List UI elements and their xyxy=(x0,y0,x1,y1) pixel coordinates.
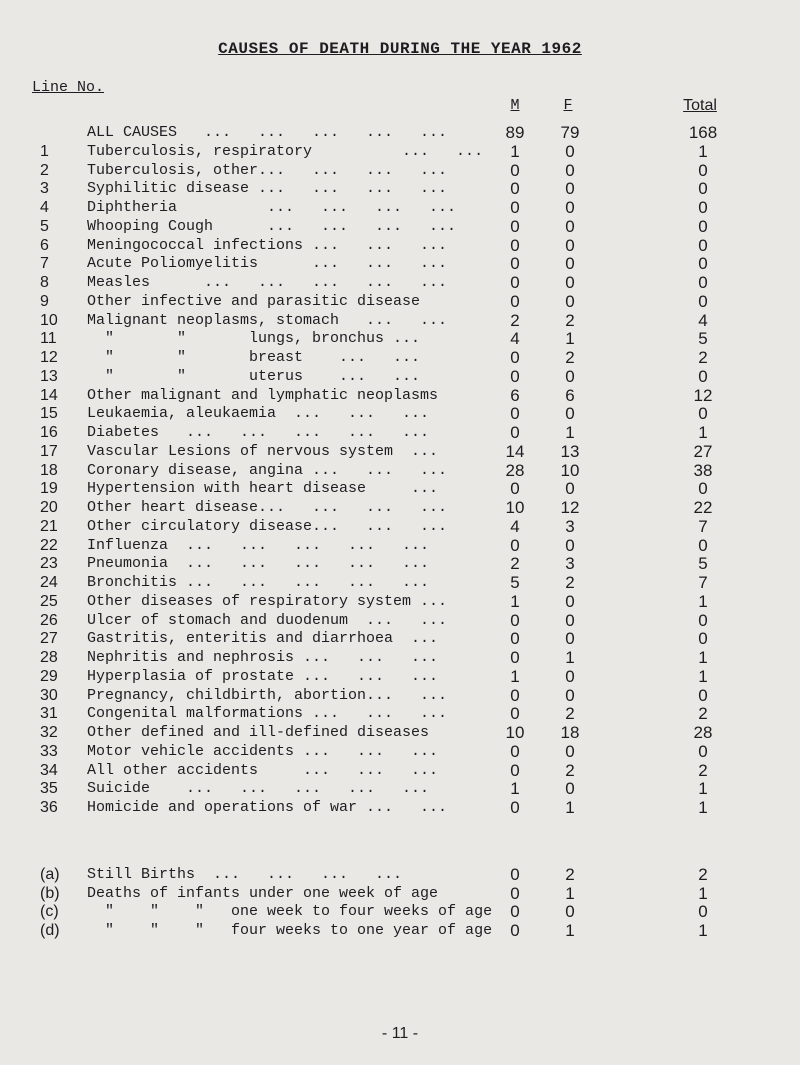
male-count: 0 xyxy=(510,404,520,424)
line-number: 18 xyxy=(40,461,58,479)
line-number: 28 xyxy=(40,649,58,666)
total-count: 38 xyxy=(693,460,713,480)
table-row xyxy=(0,517,800,536)
line-number: 23 xyxy=(40,555,58,573)
line-number: 3 xyxy=(40,180,49,198)
cause-label: Other heart disease... ... ... ... xyxy=(87,499,448,516)
line-number-header: Line No. xyxy=(32,79,105,96)
line-number: 17 xyxy=(40,442,58,460)
table-row xyxy=(0,217,800,236)
table-row xyxy=(0,798,800,817)
male-count: 14 xyxy=(505,441,525,461)
male-count: 0 xyxy=(510,423,520,442)
total-count: 2 xyxy=(698,704,708,724)
table-row xyxy=(0,479,800,498)
cause-label: Diphtheria ... ... ... ... xyxy=(87,199,457,216)
table-row xyxy=(0,779,800,798)
line-number: 21 xyxy=(40,517,58,535)
table-row xyxy=(0,865,800,884)
table-row xyxy=(0,498,800,517)
total-count: 0 xyxy=(698,404,708,424)
cause-label: Acute Poliomyelitis ... ... ... xyxy=(87,255,448,273)
cause-label: " " uterus ... ... xyxy=(87,367,421,385)
female-count: 1 xyxy=(565,798,575,817)
cause-label: ALL CAUSES ... ... ... ... ... xyxy=(87,124,448,141)
total-count: 168 xyxy=(688,123,718,142)
female-count: 0 xyxy=(565,779,575,799)
table-row xyxy=(0,723,800,742)
total-count: 0 xyxy=(698,610,708,630)
table-row xyxy=(0,423,800,442)
total-count: 0 xyxy=(698,160,708,180)
total-count: 5 xyxy=(698,329,708,349)
cause-label: Malignant neoplasms, stomach ... ... xyxy=(87,311,448,329)
table-row xyxy=(0,686,800,705)
male-count: 1 xyxy=(510,666,520,686)
cause-label: Ulcer of stomach and duodenum ... ... xyxy=(87,611,448,629)
male-count: 4 xyxy=(510,329,520,349)
total-count: 0 xyxy=(698,366,708,386)
line-number: 14 xyxy=(40,386,58,404)
total-count: 0 xyxy=(698,741,708,761)
female-count: 0 xyxy=(565,629,575,649)
cause-label: Influenza ... ... ... ... ... xyxy=(87,536,430,554)
total-count: 0 xyxy=(698,179,708,199)
male-count: 0 xyxy=(510,216,520,236)
table-row xyxy=(0,629,800,648)
table-row xyxy=(0,367,800,386)
total-count: 7 xyxy=(698,516,708,536)
total-count: 7 xyxy=(698,573,708,592)
female-count: 0 xyxy=(565,198,575,217)
female-count: 1 xyxy=(565,423,575,442)
total-count: 0 xyxy=(698,273,708,292)
total-count: 27 xyxy=(693,441,713,461)
table-row xyxy=(0,554,800,573)
female-count: 13 xyxy=(560,441,580,461)
female-count: 2 xyxy=(565,348,575,367)
total-count: 0 xyxy=(698,198,708,217)
male-count: 0 xyxy=(510,366,520,386)
male-count: 10 xyxy=(505,723,525,742)
table-row xyxy=(0,254,800,273)
female-count: 0 xyxy=(565,160,575,180)
line-number: 5 xyxy=(40,217,49,235)
line-number: 26 xyxy=(40,611,58,629)
table-row xyxy=(0,236,800,255)
total-count: 12 xyxy=(693,385,713,405)
table-row xyxy=(0,592,800,611)
male-count: 1 xyxy=(510,591,520,611)
female-count: 79 xyxy=(560,123,580,142)
cause-label: Meningococcal infections ... ... ... xyxy=(87,236,448,254)
male-count: 0 xyxy=(510,798,520,817)
female-count: 0 xyxy=(565,404,575,424)
total-count: 0 xyxy=(698,216,708,236)
male-count: 0 xyxy=(510,920,520,940)
line-number: 8 xyxy=(40,274,49,291)
male-count: 0 xyxy=(510,610,520,630)
female-count: 1 xyxy=(565,648,575,667)
cause-label: Other circulatory disease... ... ... xyxy=(87,517,448,535)
male-count: 1 xyxy=(510,141,520,161)
table-row xyxy=(0,536,800,555)
female-count: 1 xyxy=(565,329,575,349)
male-count: 0 xyxy=(510,648,520,667)
male-count: 0 xyxy=(510,865,520,884)
male-count: 0 xyxy=(510,291,520,311)
cause-label: Gastritis, enteritis and diarrhoea ... xyxy=(87,630,439,648)
female-count: 0 xyxy=(565,610,575,630)
cause-label: All other accidents ... ... ... xyxy=(87,761,439,779)
male-count: 0 xyxy=(510,348,520,367)
female-count: 0 xyxy=(565,741,575,761)
line-number: 22 xyxy=(40,536,58,554)
table-row xyxy=(0,142,800,161)
male-count: 0 xyxy=(510,902,520,921)
line-number: 13 xyxy=(40,367,58,385)
male-count: 0 xyxy=(510,254,520,274)
female-count: 0 xyxy=(565,273,575,292)
line-number: 32 xyxy=(40,724,58,741)
male-count: 1 xyxy=(510,779,520,799)
female-count: 3 xyxy=(565,554,575,574)
table-row xyxy=(0,742,800,761)
total-count: 1 xyxy=(698,648,708,667)
cause-label: " " " one week to four weeks of age xyxy=(87,903,493,920)
line-number: 30 xyxy=(40,686,58,704)
line-number: 34 xyxy=(40,761,58,779)
male-count: 4 xyxy=(510,516,520,536)
page-number: - 11 - xyxy=(381,1025,419,1042)
female-count: 2 xyxy=(565,310,575,330)
table-row xyxy=(0,902,800,921)
cause-label: Homicide and operations of war ... ... xyxy=(87,799,448,816)
male-count: 0 xyxy=(510,535,520,555)
female-count: 0 xyxy=(565,291,575,311)
line-number: 15 xyxy=(40,405,58,423)
total-count: 1 xyxy=(698,423,708,442)
female-count: 0 xyxy=(565,179,575,199)
male-count: 2 xyxy=(510,554,520,574)
table-row xyxy=(0,161,800,180)
total-count: 0 xyxy=(698,685,708,705)
line-number: 6 xyxy=(40,236,49,254)
table-row xyxy=(0,761,800,780)
female-count: 2 xyxy=(565,573,575,592)
table-row xyxy=(0,292,800,311)
female-count: 0 xyxy=(565,141,575,161)
cause-label: Still Births ... ... ... ... xyxy=(87,866,403,883)
table-row xyxy=(0,884,800,903)
line-number: 35 xyxy=(40,780,58,798)
female-count: 3 xyxy=(565,516,575,536)
line-number: 25 xyxy=(40,592,58,610)
cause-label: Nephritis and nephrosis ... ... ... xyxy=(87,649,439,666)
cause-label: Pregnancy, childbirth, abortion... ... xyxy=(87,686,448,704)
total-count: 2 xyxy=(698,865,708,884)
male-count: 0 xyxy=(510,179,520,199)
cause-label: Congenital malformations ... ... ... xyxy=(87,705,448,723)
female-count: 0 xyxy=(565,535,575,555)
table-row xyxy=(0,329,800,348)
male-count: 0 xyxy=(510,704,520,724)
total-count: 2 xyxy=(698,760,708,780)
total-count: 22 xyxy=(693,498,713,517)
line-number: (c) xyxy=(40,903,59,920)
total-count: 1 xyxy=(698,798,708,817)
total-count: 28 xyxy=(693,723,713,742)
line-number: 10 xyxy=(40,311,58,329)
line-number: 29 xyxy=(40,667,58,685)
table-row xyxy=(0,273,800,292)
total-count: 4 xyxy=(698,310,708,330)
total-count: 1 xyxy=(698,920,708,940)
female-count: 12 xyxy=(560,498,580,517)
table-row xyxy=(0,704,800,723)
cause-label: Other malignant and lymphatic neoplasms xyxy=(87,386,439,404)
female-count: 2 xyxy=(565,760,575,780)
female-column-header: F xyxy=(563,97,573,114)
cause-label: Suicide ... ... ... ... ... xyxy=(87,780,430,798)
male-count: 0 xyxy=(510,273,520,292)
table-row xyxy=(0,311,800,330)
cause-label: Deaths of infants under one week of age xyxy=(87,884,439,902)
male-count: 0 xyxy=(510,629,520,649)
total-count: 0 xyxy=(698,254,708,274)
line-number: 2 xyxy=(40,161,49,179)
female-count: 2 xyxy=(565,704,575,724)
male-count: 2 xyxy=(510,310,520,330)
line-number: (b) xyxy=(40,884,60,902)
female-count: 1 xyxy=(565,883,575,903)
total-count: 0 xyxy=(698,479,708,499)
female-count: 0 xyxy=(565,366,575,386)
cause-label: " " lungs, bronchus ... xyxy=(87,330,421,348)
line-number: 7 xyxy=(40,255,49,273)
female-count: 0 xyxy=(565,479,575,499)
line-number: 27 xyxy=(40,630,58,648)
female-count: 1 xyxy=(565,920,575,940)
cause-label: " " " four weeks to one year of age xyxy=(87,921,493,939)
total-count: 1 xyxy=(698,883,708,903)
table-row xyxy=(0,179,800,198)
total-count: 5 xyxy=(698,554,708,574)
cause-label: Diabetes ... ... ... ... ... xyxy=(87,424,430,441)
line-number: (d) xyxy=(40,921,60,939)
total-count: 0 xyxy=(698,291,708,311)
male-count: 0 xyxy=(510,685,520,705)
female-count: 0 xyxy=(565,685,575,705)
line-number: 36 xyxy=(40,799,58,816)
cause-label: Syphilitic disease ... ... ... ... xyxy=(87,180,448,198)
total-count: 1 xyxy=(698,591,708,611)
table-row xyxy=(0,123,800,142)
female-count: 0 xyxy=(565,902,575,921)
total-count: 1 xyxy=(698,779,708,799)
total-count: 0 xyxy=(698,535,708,555)
cause-label: Tuberculosis, other... ... ... ... xyxy=(87,161,448,179)
line-number: 9 xyxy=(40,292,49,310)
female-count: 0 xyxy=(565,254,575,274)
table-row xyxy=(0,386,800,405)
male-count: 0 xyxy=(510,760,520,780)
male-count: 6 xyxy=(510,385,520,405)
female-count: 2 xyxy=(565,865,575,884)
cause-label: Bronchitis ... ... ... ... ... xyxy=(87,574,430,591)
cause-label: Coronary disease, angina ... ... ... xyxy=(87,461,448,479)
line-number: 12 xyxy=(40,349,58,366)
table-row xyxy=(0,442,800,461)
line-number: 24 xyxy=(40,574,58,591)
table-row xyxy=(0,198,800,217)
male-count: 0 xyxy=(510,235,520,255)
cause-label: Hypertension with heart disease ... xyxy=(87,480,439,498)
male-count: 28 xyxy=(505,460,525,480)
line-number: 20 xyxy=(40,499,58,516)
female-count: 0 xyxy=(565,235,575,255)
total-count: 2 xyxy=(698,348,708,367)
male-count: 89 xyxy=(505,123,525,142)
male-count: 10 xyxy=(505,498,525,517)
cause-label: Other defined and ill-defined diseases xyxy=(87,724,430,741)
cause-label: " " breast ... ... xyxy=(87,349,421,366)
table-row xyxy=(0,921,800,940)
cause-label: Leukaemia, aleukaemia ... ... ... xyxy=(87,405,430,423)
total-count: 1 xyxy=(698,666,708,686)
male-count: 0 xyxy=(510,479,520,499)
female-count: 6 xyxy=(565,385,575,405)
male-count: 0 xyxy=(510,883,520,903)
cause-label: Hyperplasia of prostate ... ... ... xyxy=(87,667,439,685)
line-number: 1 xyxy=(40,142,49,160)
cause-label: Vascular Lesions of nervous system ... xyxy=(87,442,439,460)
line-number: 31 xyxy=(40,705,58,723)
line-number: 33 xyxy=(40,742,58,760)
cause-label: Tuberculosis, respiratory ... ... xyxy=(87,142,484,160)
total-column-header: Total xyxy=(683,97,717,114)
total-count: 0 xyxy=(698,629,708,649)
cause-label: Other diseases of respiratory system ... xyxy=(87,592,448,610)
page-title: CAUSES OF DEATH DURING THE YEAR 1962 xyxy=(218,40,582,58)
line-number: 4 xyxy=(40,199,49,216)
male-count: 5 xyxy=(510,573,520,592)
table-row xyxy=(0,404,800,423)
table-row xyxy=(0,573,800,592)
total-count: 0 xyxy=(698,235,708,255)
male-count: 0 xyxy=(510,160,520,180)
female-count: 0 xyxy=(565,591,575,611)
cause-label: Motor vehicle accidents ... ... ... xyxy=(87,742,439,760)
male-column-header: M xyxy=(510,97,520,114)
table-row xyxy=(0,348,800,367)
female-count: 10 xyxy=(560,460,580,480)
cause-label: Pneumonia ... ... ... ... ... xyxy=(87,555,430,573)
line-number: (a) xyxy=(40,866,60,883)
total-count: 1 xyxy=(698,141,708,161)
cause-label: Whooping Cough ... ... ... ... xyxy=(87,217,457,235)
table-row xyxy=(0,611,800,630)
cause-label: Measles ... ... ... ... ... xyxy=(87,274,448,291)
cause-label: Other infective and parasitic disease xyxy=(87,292,421,310)
female-count: 0 xyxy=(565,216,575,236)
table-row xyxy=(0,648,800,667)
male-count: 0 xyxy=(510,741,520,761)
total-count: 0 xyxy=(698,902,708,921)
line-number: 16 xyxy=(40,424,58,441)
line-number: 11 xyxy=(40,330,57,348)
table-row xyxy=(0,667,800,686)
male-count: 0 xyxy=(510,198,520,217)
female-count: 0 xyxy=(565,666,575,686)
line-number: 19 xyxy=(40,480,58,498)
female-count: 18 xyxy=(560,723,580,742)
table-row xyxy=(0,461,800,480)
